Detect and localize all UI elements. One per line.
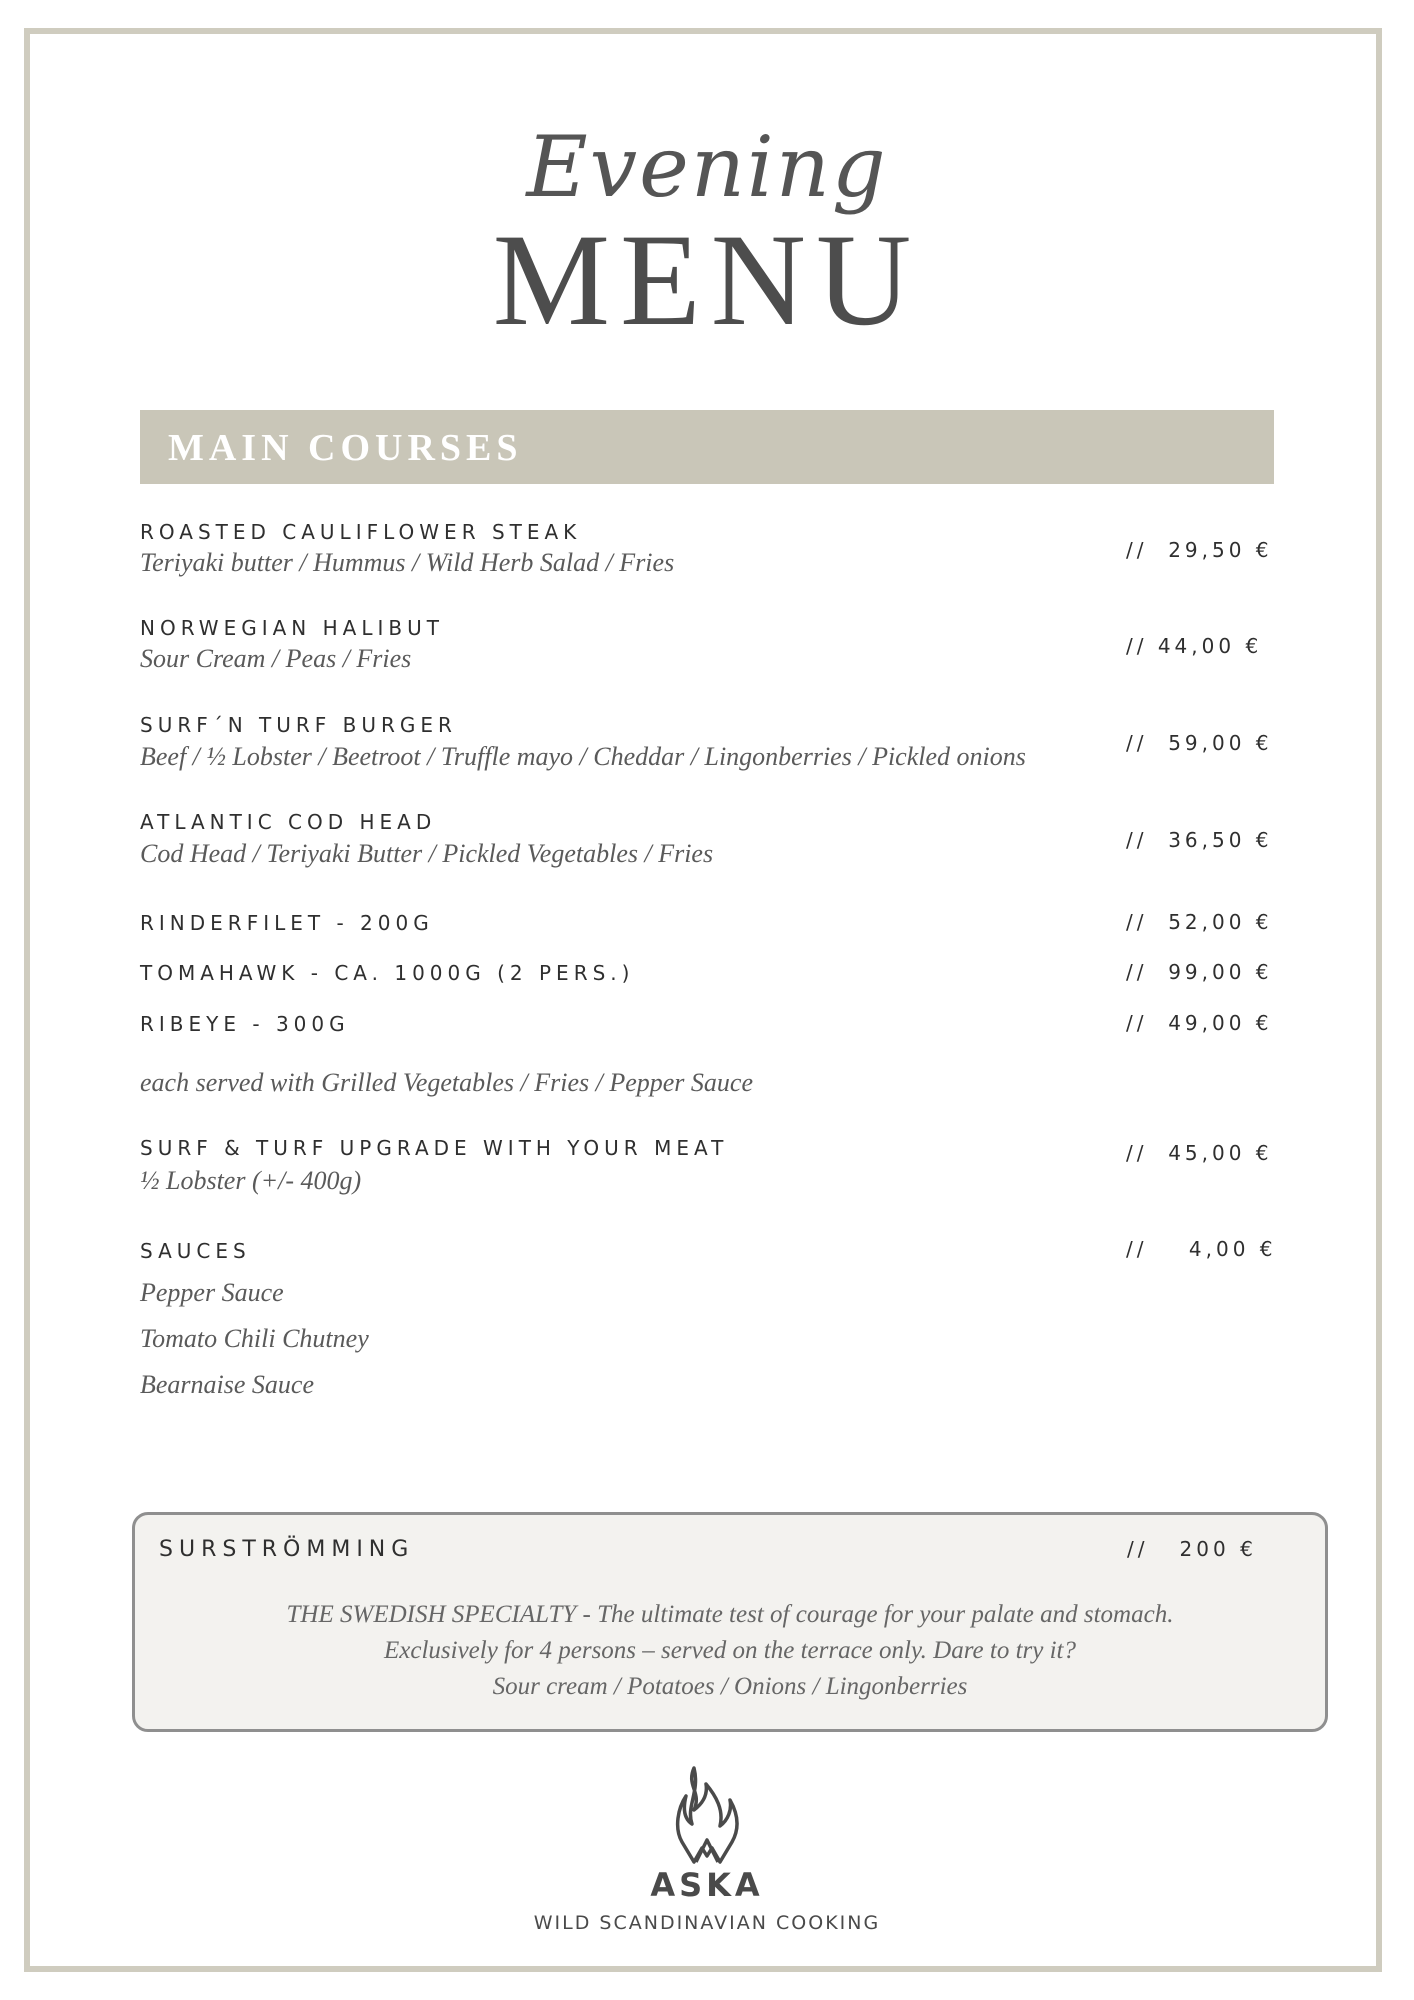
menu-title: MENU [492, 206, 922, 353]
menu-item-price: // 29,50 € [1126, 538, 1273, 562]
special-line: THE SWEDISH SPECIALTY - The ultimate test of courage for your palate and stomach. [286, 1601, 1174, 1628]
brand-name: ASKA [650, 1866, 764, 1904]
menu-item-name: SURF´N TURF BURGER [140, 713, 457, 737]
menu-item-name: ATLANTIC COD HEAD [140, 810, 437, 834]
special-line: Sour cream / Potatoes / Onions / Lingonberries [492, 1673, 968, 1700]
menu-item-description: Teriyaki butter / Hummus / Wild Herb Salad / Fries [140, 548, 675, 577]
menu-item-name: RIBEYE - 300G [140, 1012, 350, 1036]
served-with-note: each served with Grilled Vegetables / Fries / Pepper Sauce [140, 1068, 754, 1097]
menu-script-title: Evening [526, 118, 888, 216]
special-price: // 200 € [1127, 1537, 1257, 1561]
menu-item-price: // 44,00 € [1126, 634, 1263, 658]
section-header [140, 410, 1274, 484]
upgrade-price: // 45,00 € [1126, 1141, 1273, 1165]
brand-tagline: WILD SCANDINAVIAN COOKING [533, 1912, 881, 1934]
menu-item-price: // 99,00 € [1126, 960, 1273, 984]
special-box [132, 1512, 1328, 1732]
menu-item-description: Beef / ½ Lobster / Beetroot / Truffle mayo / Cheddar / Lingonberries / Pickled onions [140, 742, 1026, 771]
sauce-item: Bearnaise Sauce [140, 1370, 315, 1399]
menu-item-name: TOMAHAWK - CA. 1000G (2 PERS.) [140, 961, 635, 985]
menu-item-description: Cod Head / Teriyaki Butter / Pickled Vegetables / Fries [140, 839, 714, 868]
menu-item-price: // 49,00 € [1126, 1011, 1273, 1035]
upgrade-name: SURF & TURF UPGRADE WITH YOUR MEAT [140, 1136, 729, 1160]
menu-item-name: ROASTED CAULIFLOWER STEAK [140, 520, 582, 544]
menu-item-description: Sour Cream / Peas / Fries [140, 644, 412, 673]
sauces-name: SAUCES [140, 1239, 251, 1263]
menu-item-price: // 36,50 € [1126, 828, 1273, 852]
flame-logo-icon [672, 1766, 742, 1866]
sauce-item: Pepper Sauce [140, 1278, 284, 1307]
menu-item-name: NORWEGIAN HALIBUT [140, 616, 444, 640]
special-name: SURSTRÖMMING [159, 1537, 415, 1562]
special-description [135, 1597, 1325, 1705]
upgrade-description: ½ Lobster (+/- 400g) [140, 1166, 362, 1195]
section-title: MAIN COURSES [168, 427, 523, 469]
menu-item-price: // 59,00 € [1126, 731, 1273, 755]
menu-item-price: // 52,00 € [1126, 910, 1273, 934]
sauce-item: Tomato Chili Chutney [140, 1324, 369, 1353]
menu-item-name: RINDERFILET - 200G [140, 911, 434, 935]
sauces-price: // 4,00 € [1126, 1237, 1277, 1261]
special-line: Exclusively for 4 persons – served on the terrace only. Dare to try it? [384, 1637, 1076, 1664]
